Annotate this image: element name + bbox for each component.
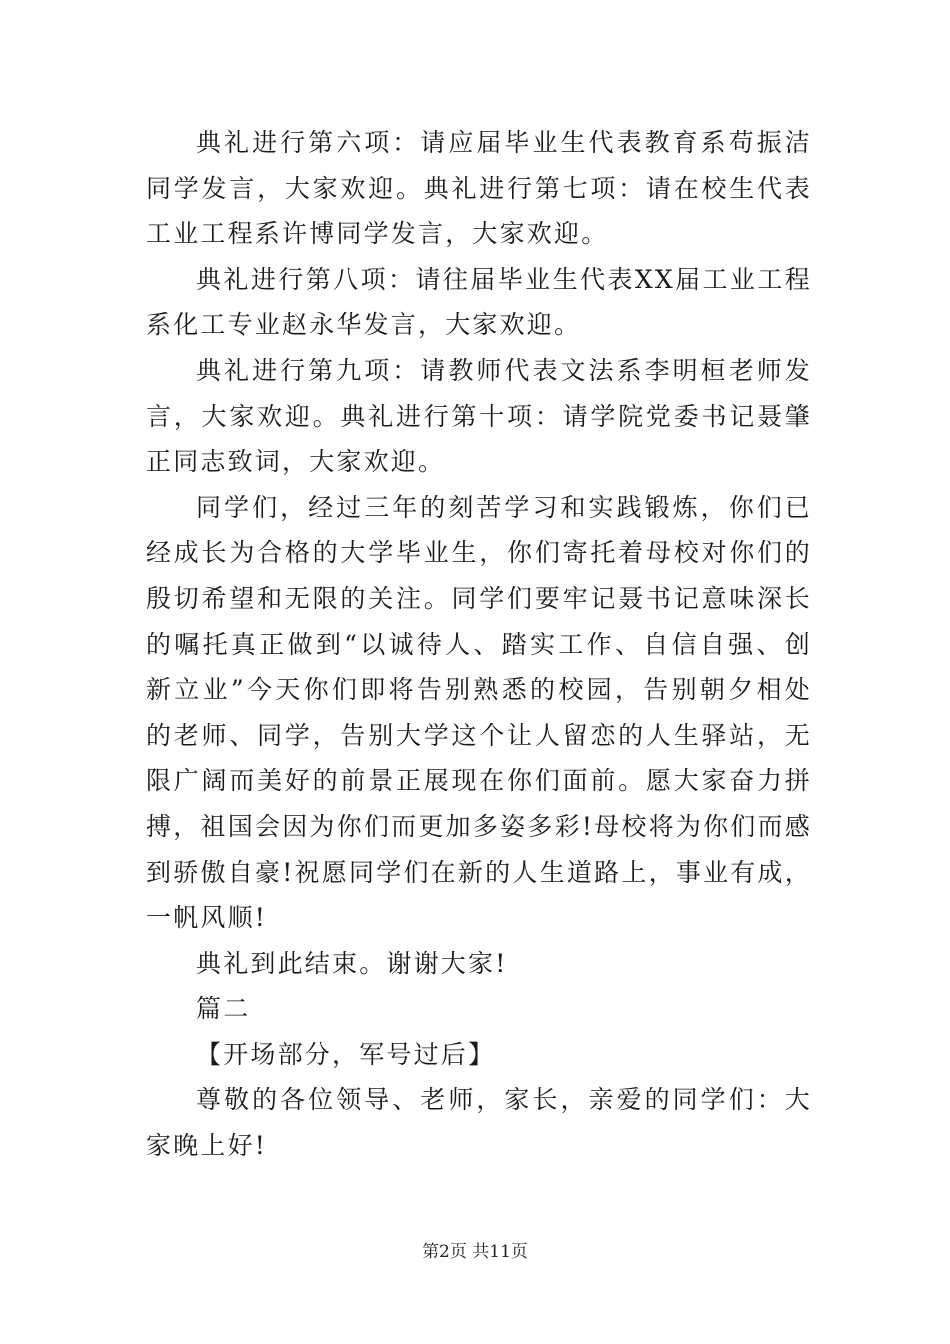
paragraph-opening-note: 【开场部分，军号过后】 bbox=[196, 1039, 496, 1069]
paragraph-ceremony-items-9-10: 典礼进行第九项：请教师代表文法系李明桓老师发言，大家欢迎。典礼进行第十项：请学院党委书记聂肇正同志致词，大家欢迎。 bbox=[146, 355, 812, 477]
paragraph-greeting: 尊敬的各位领导、老师，家长，亲爱的同学们：大家晚上好! bbox=[146, 1085, 812, 1161]
paragraph-ceremony-items-6-7: 典礼进行第六项：请应届毕业生代表教育系苟振洁同学发言，大家欢迎。典礼进行第七项：请在校生代表工业工程系许博同学发言，大家欢迎。 bbox=[146, 128, 812, 249]
paragraph-ceremony-end: 典礼到此结束。谢谢大家! bbox=[196, 948, 508, 978]
paragraph-address-to-students: 同学们，经过三年的刻苦学习和实践锻炼，你们已经成长为合格的大学毕业生，你们寄托着母校对你们的殷切希望和无限的关注。同学们要牢记聂书记意味深长的嘱托真正做到“以诚待人、踏实工作、自信自强、创新立业”今天你们即将告别熟悉的校园，告别朝夕相处的老师、同学，告别大学这个让人留恋的人生驿站，无限广阔而美好的前景正展现在你们面前。愿大家奋力拼搏，祖国会因为你们而更加多姿多彩!母校将为你们而感到骄傲自豪!祝愿同学们在新的人生道路上，事业有成，一帆风顺! bbox=[146, 492, 812, 933]
section-heading: 篇二 bbox=[196, 994, 251, 1024]
document-body bbox=[146, 120, 812, 1169]
page-number-footer: 第2页 共11页 bbox=[422, 1242, 528, 1262]
paragraph-ceremony-item-8: 典礼进行第八项：请往届毕业生代表XX届工业工程系化工专业赵永华发言，大家欢迎。 bbox=[146, 264, 812, 340]
